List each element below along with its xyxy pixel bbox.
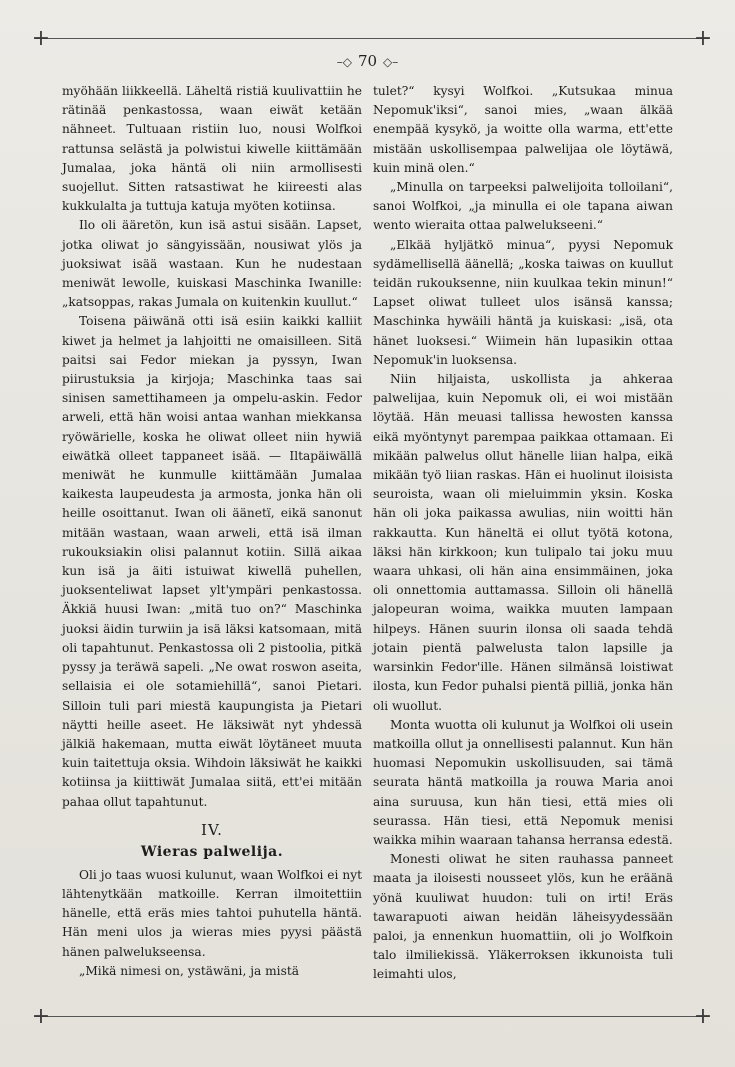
chapter-number: IV. <box>201 820 223 839</box>
left-column <box>62 82 362 981</box>
paragraph: Oli jo taas wuosi kulunut, waan Wolfkoi ei nyt lähtenytkään matkoille. Kerran ilmoitettiin hänelle, että eräs mies tahtoi puhutella häntä. Hän meni ulos ja wieras mies pyysi päästä hänen palwelukseensa. <box>62 867 362 959</box>
crop-mark-icon: + <box>31 26 51 51</box>
crop-mark-icon: + <box>693 26 713 51</box>
bottom-rule <box>40 1016 702 1017</box>
crop-mark-icon: + <box>31 1004 51 1029</box>
paragraph: Monesti oliwat he siten rauhassa panneet maata ja iloisesti nousseet ylös, kun he eräänä yönä kuuliwat huudon: tuli on irti! Eräs tawarapuoti aiwan heidän läheisyydessään paloi, ja ennenkun huomattiin, oli jo Wolfkoin talo ilmiliekissä. Yläkerroksen ikkunoista tuli leimahti ulos, <box>373 852 673 982</box>
chapter-title: Wieras palwelija. <box>140 843 284 860</box>
right-column <box>373 82 673 985</box>
paragraph: „Minulla on tarpeeksi palwelijoita tolloilani“, sanoi Wolfkoi, „ja minulla ei ole tapana aiwan wento wieraita ottaa palwelukseeni.“ <box>373 180 673 233</box>
ornament-right-icon: ◇– <box>383 55 399 69</box>
crop-mark-icon: + <box>693 1004 713 1029</box>
paragraph: „Elkää hyljätkö minua“, pyysi Nepomuk sydämellisellä äänellä; „koska taiwas on kuullut teidän rukouksenne, niin kuulkaa tekin minun!“ Lapset oliwat tulleet ulos isänsä kanssa; Maschinka hywäili häntä ja kuiskasi: „isä, ota hänet luoksesi.“ Wiimein hän lupasikin ottaa Nepomuk'in luoksensa. <box>373 237 673 367</box>
paragraph: Toisena päiwänä otti isä esiin kaikki kalliit kiwet ja helmet ja lahjoitti ne omaisilleen. Sitä paitsi sai Fedor miekan ja pyssyn, Iwan piirustuksia ja kirjoja; Maschinka taas sai sinisen samettihameen ja ompelu-askin. Fedor arweli, että hän woisi antaa wanhan miekkansa ryöwärielle, koska he oliwat olleet niin hywiä eiwätkä olleet tappaneet isää. — Iltapäiwällä meniwät he kunmulle kiittämään Jumalaa kaikesta laupeudesta ja armosta, jonka hän oli heille osoittanut. Iwan oli äänetï, eikä sanonut mitään wastaan, waan arweli, että isä ilman rukouksiakin olisi palannut kotiin. Sillä aikaa kun isä ja äiti istuiwat kiwellä puhellen, juoksenteliwat lapset ylt'ympäri penkastossa. Äkkiä huusi Iwan: „mitä tuo on?“ Maschinka juoksi äidin turwiin ja isä läksi katsomaan, mitä oli tapahtunut. Penkastossa oli 2 pistoolia, pitkä pyssy ja teräwä sapeli. „Ne owat roswon aseita, sellaisia ei ole sotamiehillä“, sanoi Pietari. Silloin tuli pari miestä kaupungista ja Pietari näytti heille aseet. He läksiwät nyt yhdessä jälkiä hakemaan, mutta eiwät löytäneet muuta kuin taitettuja oksia. Wihdoin läksiwät he kaikki kotiinsa ja kiittiwät Jumalaa siitä, ett'ei mitään pahaa ollut tapahtunut. <box>62 314 362 809</box>
paragraph: tulet?“ kysyi Wolfkoi. „Kutsukaa minua Nepomuk'iksi“, sanoi mies, „waan älkää enempää kysykö, ja woitte olla warma, ett'ette mistään uskollisempaa palwelijaa ole löytäwä, kuin minä olen.“ <box>373 84 673 175</box>
paragraph: Niin hiljaista, uskollista ja ahkeraa palwelijaa, kuin Nepomuk oli, ei woi mistään löytää. Hän meuasi tallissa hewosten kanssa eikä myöntynyt parempaa paikkaa ottamaan. Ei mikään palwelus ollut hänelle liian halpa, eikä mikään työ liian raskas. Hän ei huolinut iloisista seuroista, waan oli mieluimmin yksin. Koska hän oli joka paikassa awulias, niin woitti hän rakkautta. Kun häneltä ei ollut työtä kotona, läksi hän kirkkoon; kun tulipalo tai joku muu waara uhkasi, oli hän aina ensimmäinen, joka oli onnettomia auttamassa. Silloin oli hänellä jalopeuran woima, waikka muuten lampaan hilpeys. Hänen suurin ilonsa oli saada tehdä jotain pientä palwelusta talon lapsille ja warsinkin Fedor'ille. Hänen silmänsä loistiwat ilosta, kun Fedor puhalsi pientä pilliä, jonka hän oli wuollut. <box>373 372 673 713</box>
paragraph: „Mikä nimesi on, ystäwäni, ja mistä <box>79 963 299 978</box>
page-number-header <box>0 52 735 70</box>
top-rule <box>40 38 702 39</box>
paragraph: myöhään liikkeellä. Läheltä ristiä kuulivattiin he rätinää penkastossa, waan eiwät ketään nähneet. Tultuaan ristiin luo, nousi Wolfkoi rattunsa selästä ja polwistui kiwelle kiittämään Jumalaa, joka häntä oli niin armollisesti suojellut. Sitten ratsastiwat he kiireesti alas kukkulalta ja tuttuja katuja myöten kotiinsa. <box>62 84 362 214</box>
paragraph: Monta wuotta oli kulunut ja Wolfkoi oli usein matkoilla ollut ja onnellisesti palannut. Kun hän huomasi Nepomukin uskollisuuden, sai tämä seurata häntä matkoilla ja rouwa Maria anoi aina suruusa, kun hän tiesi, että mies oli seurassa. Hän tiesi, että Nepomuk menisi waikka mihin waaraan tahansa herransa edestä. <box>373 717 673 847</box>
ornament-left-icon: –◇ <box>336 55 352 69</box>
paragraph: Ilo oli ääretön, kun isä astui sisään. Lapset, jotka oliwat jo sängyissään, nousiwat ylös ja juoksiwat isää wastaan. Kun he nudestaan meniwät lewolle, kuiskasi Maschinka Iwanille: „katsoppas, rakas Jumala on kuitenkin kuullut.“ <box>62 218 362 310</box>
page-number: 70 <box>357 52 378 70</box>
